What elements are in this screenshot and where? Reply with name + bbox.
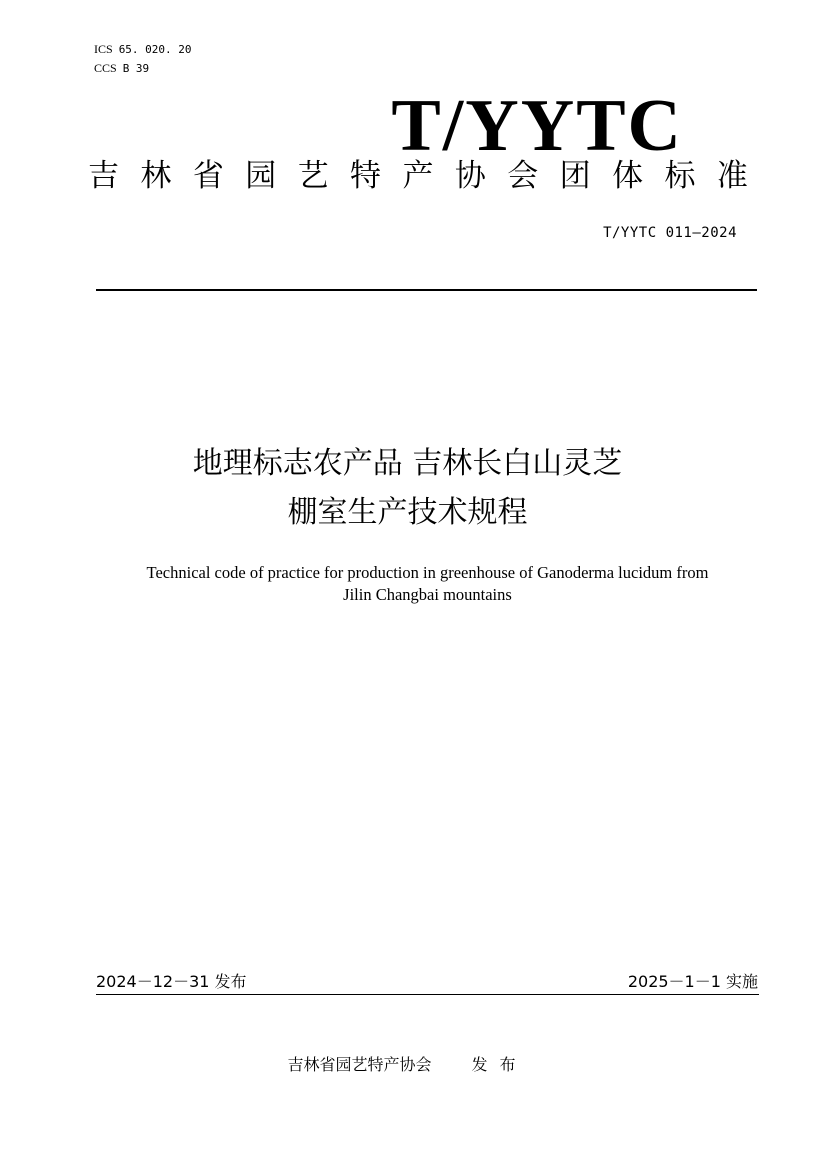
- date-divider: [96, 994, 759, 995]
- title-cn-line1: 地理标志农产品 吉林长白山灵芝: [192, 446, 623, 481]
- org-standard-title: [88, 154, 748, 198]
- ccs-line: [94, 59, 192, 78]
- standard-number: T/YYTC 011—2024: [603, 225, 737, 241]
- org-title-char: 标: [664, 158, 696, 194]
- release-date: 2024－12－31 发布: [96, 972, 247, 991]
- ics-ccs-block: [94, 40, 192, 78]
- implement-date: 2025－1－1 实施: [627, 972, 758, 991]
- org-title-char: 体: [612, 158, 644, 194]
- title-en-line2: Jilin Changbai mountains: [343, 585, 512, 604]
- publisher-issue: 发布: [471, 1055, 528, 1074]
- org-title-char: 团: [559, 158, 591, 194]
- publisher-line: [0, 1052, 815, 1075]
- publisher-name: 吉林省园艺特产协会: [287, 1055, 432, 1074]
- org-title-char: 林: [140, 158, 172, 194]
- standard-logo: T/YYTC: [391, 85, 683, 167]
- ics-label: ICS: [94, 42, 113, 56]
- org-title-char: 产: [402, 158, 434, 194]
- org-title-char: 吉: [88, 158, 119, 194]
- title-en-line1: Technical code of practice for production in greenhouse of Ganoderma lucidum from: [146, 563, 709, 582]
- org-title-char: 协: [454, 158, 486, 194]
- ccs-code: B 39: [122, 62, 150, 75]
- org-title-char: 特: [350, 158, 382, 194]
- ics-code: 65. 020. 20: [118, 43, 192, 56]
- title-cn-line2: 棚室生产技术规程: [287, 495, 528, 530]
- header-divider: [96, 289, 757, 291]
- org-title-char: 园: [245, 158, 277, 194]
- ics-line: [94, 40, 192, 59]
- title-en: [60, 562, 795, 606]
- org-title-char: 省: [192, 158, 224, 194]
- org-title-char: 会: [507, 158, 539, 194]
- ccs-label: CCS: [94, 61, 117, 75]
- org-title-char: 艺: [297, 158, 329, 194]
- org-title-char: 准: [716, 158, 748, 194]
